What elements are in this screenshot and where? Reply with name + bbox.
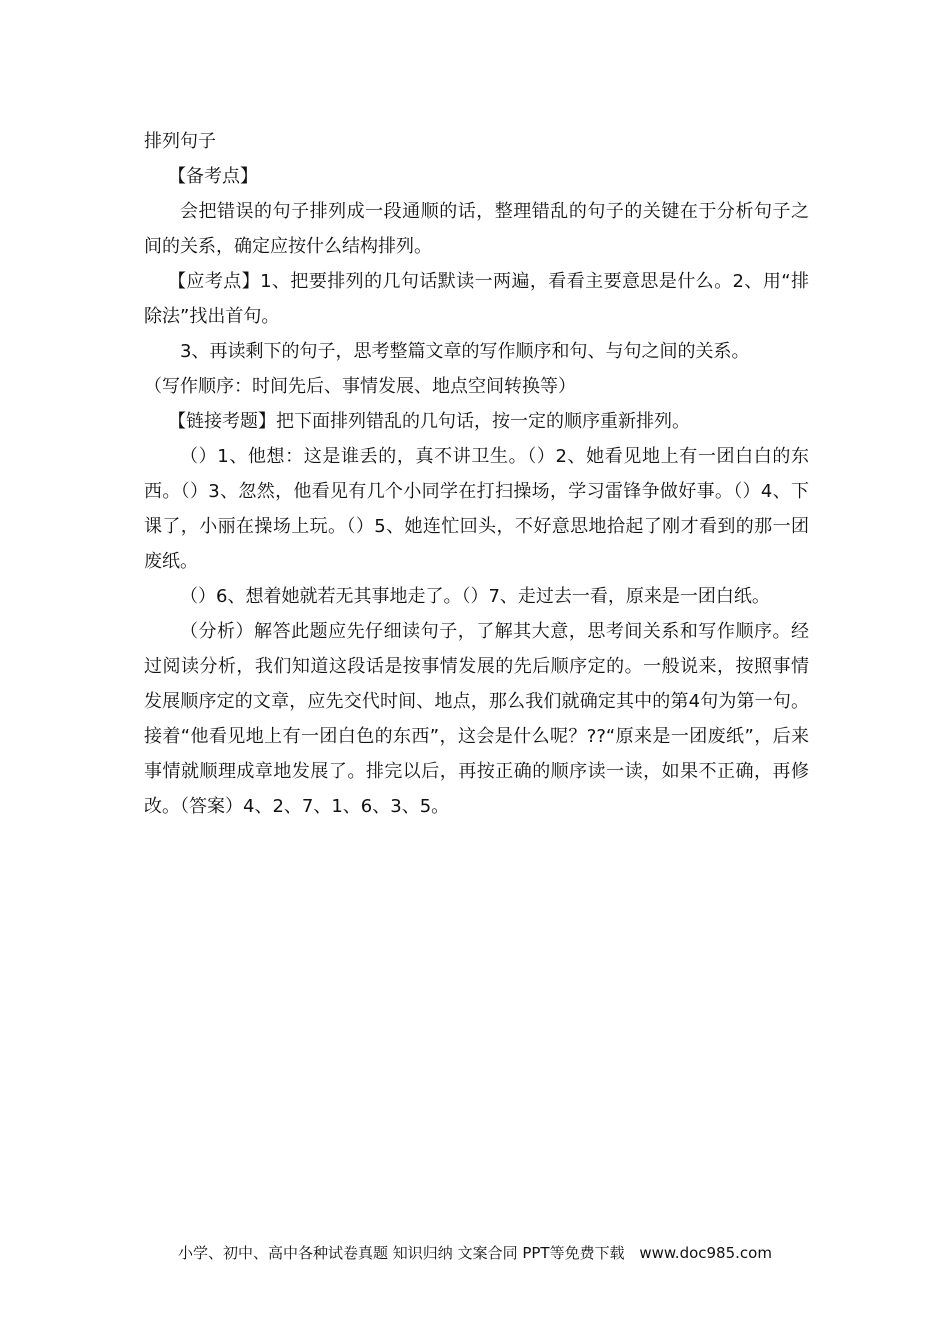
question-sentences: （）1、他想：这是谁丢的，真不讲卫生。（）2、她看见地上有一团白白的东西。（）3、忽然，他看见有几个小同学在打扫操场，学习雷锋争做好事。（）4、下课了，小丽在操场上玩。（）5、她连忙回头，不好意思地拾起了刚才看到的那一团废纸。 — [144, 446, 809, 572]
response-points-paragraph: 【应考点】1、把要排列的几句话默读一两遍，看看主要意思是什么。2、用“排除法”找出首句。 — [144, 271, 809, 327]
section-heading-linked-question: 【链接考题】把下面排列错乱的几句话，按一定的顺序重新排列。 — [168, 411, 690, 432]
page-footer — [0, 1243, 950, 1263]
response-points-step3: 3、再读剩下的句子，思考整篇文章的写作顺序和句、与句之间的关系。 — [180, 341, 750, 362]
footer-url: www.doc985.com — [639, 1244, 772, 1262]
section-heading-exam-points: 【备考点】 — [168, 166, 258, 187]
question-sentences-continued: （）6、想着她就若无其事地走了。（）7、走过去一看，原来是一团白纸。 — [180, 586, 770, 607]
footer-text: 小学、初中、高中各种试卷真题 知识归纳 文案合同 PPT等免费下载 — [178, 1244, 625, 1262]
document-title: 排列句子 — [144, 131, 216, 152]
document-body — [144, 124, 809, 824]
writing-order-note: （写作顺序：时间先后、事情发展、地点空间转换等） — [144, 376, 576, 397]
exam-points-body: 会把错误的句子排列成一段通顺的话，整理错乱的句子的关键在于分析句子之间的关系，确定应按什么结构排列。 — [144, 201, 809, 257]
analysis-answer: （分析）解答此题应先仔细读句子，了解其大意，思考间关系和写作顺序。经过阅读分析，我们知道这段话是按事情发展的先后顺序定的。一般说来，按照事情发展顺序定的文章，应先交代时间、地点，那么我们就确定其中的第4句为第一句。接着“他看见地上有一团白色的东西”，这会是什么呢？??“原来是一团废纸”，后来事情就顺理成章地发展了。排完以后，再按正确的顺序读一读，如果不正确，再修改。（答案）4、2、7、1、6、3、5。 — [144, 621, 809, 817]
